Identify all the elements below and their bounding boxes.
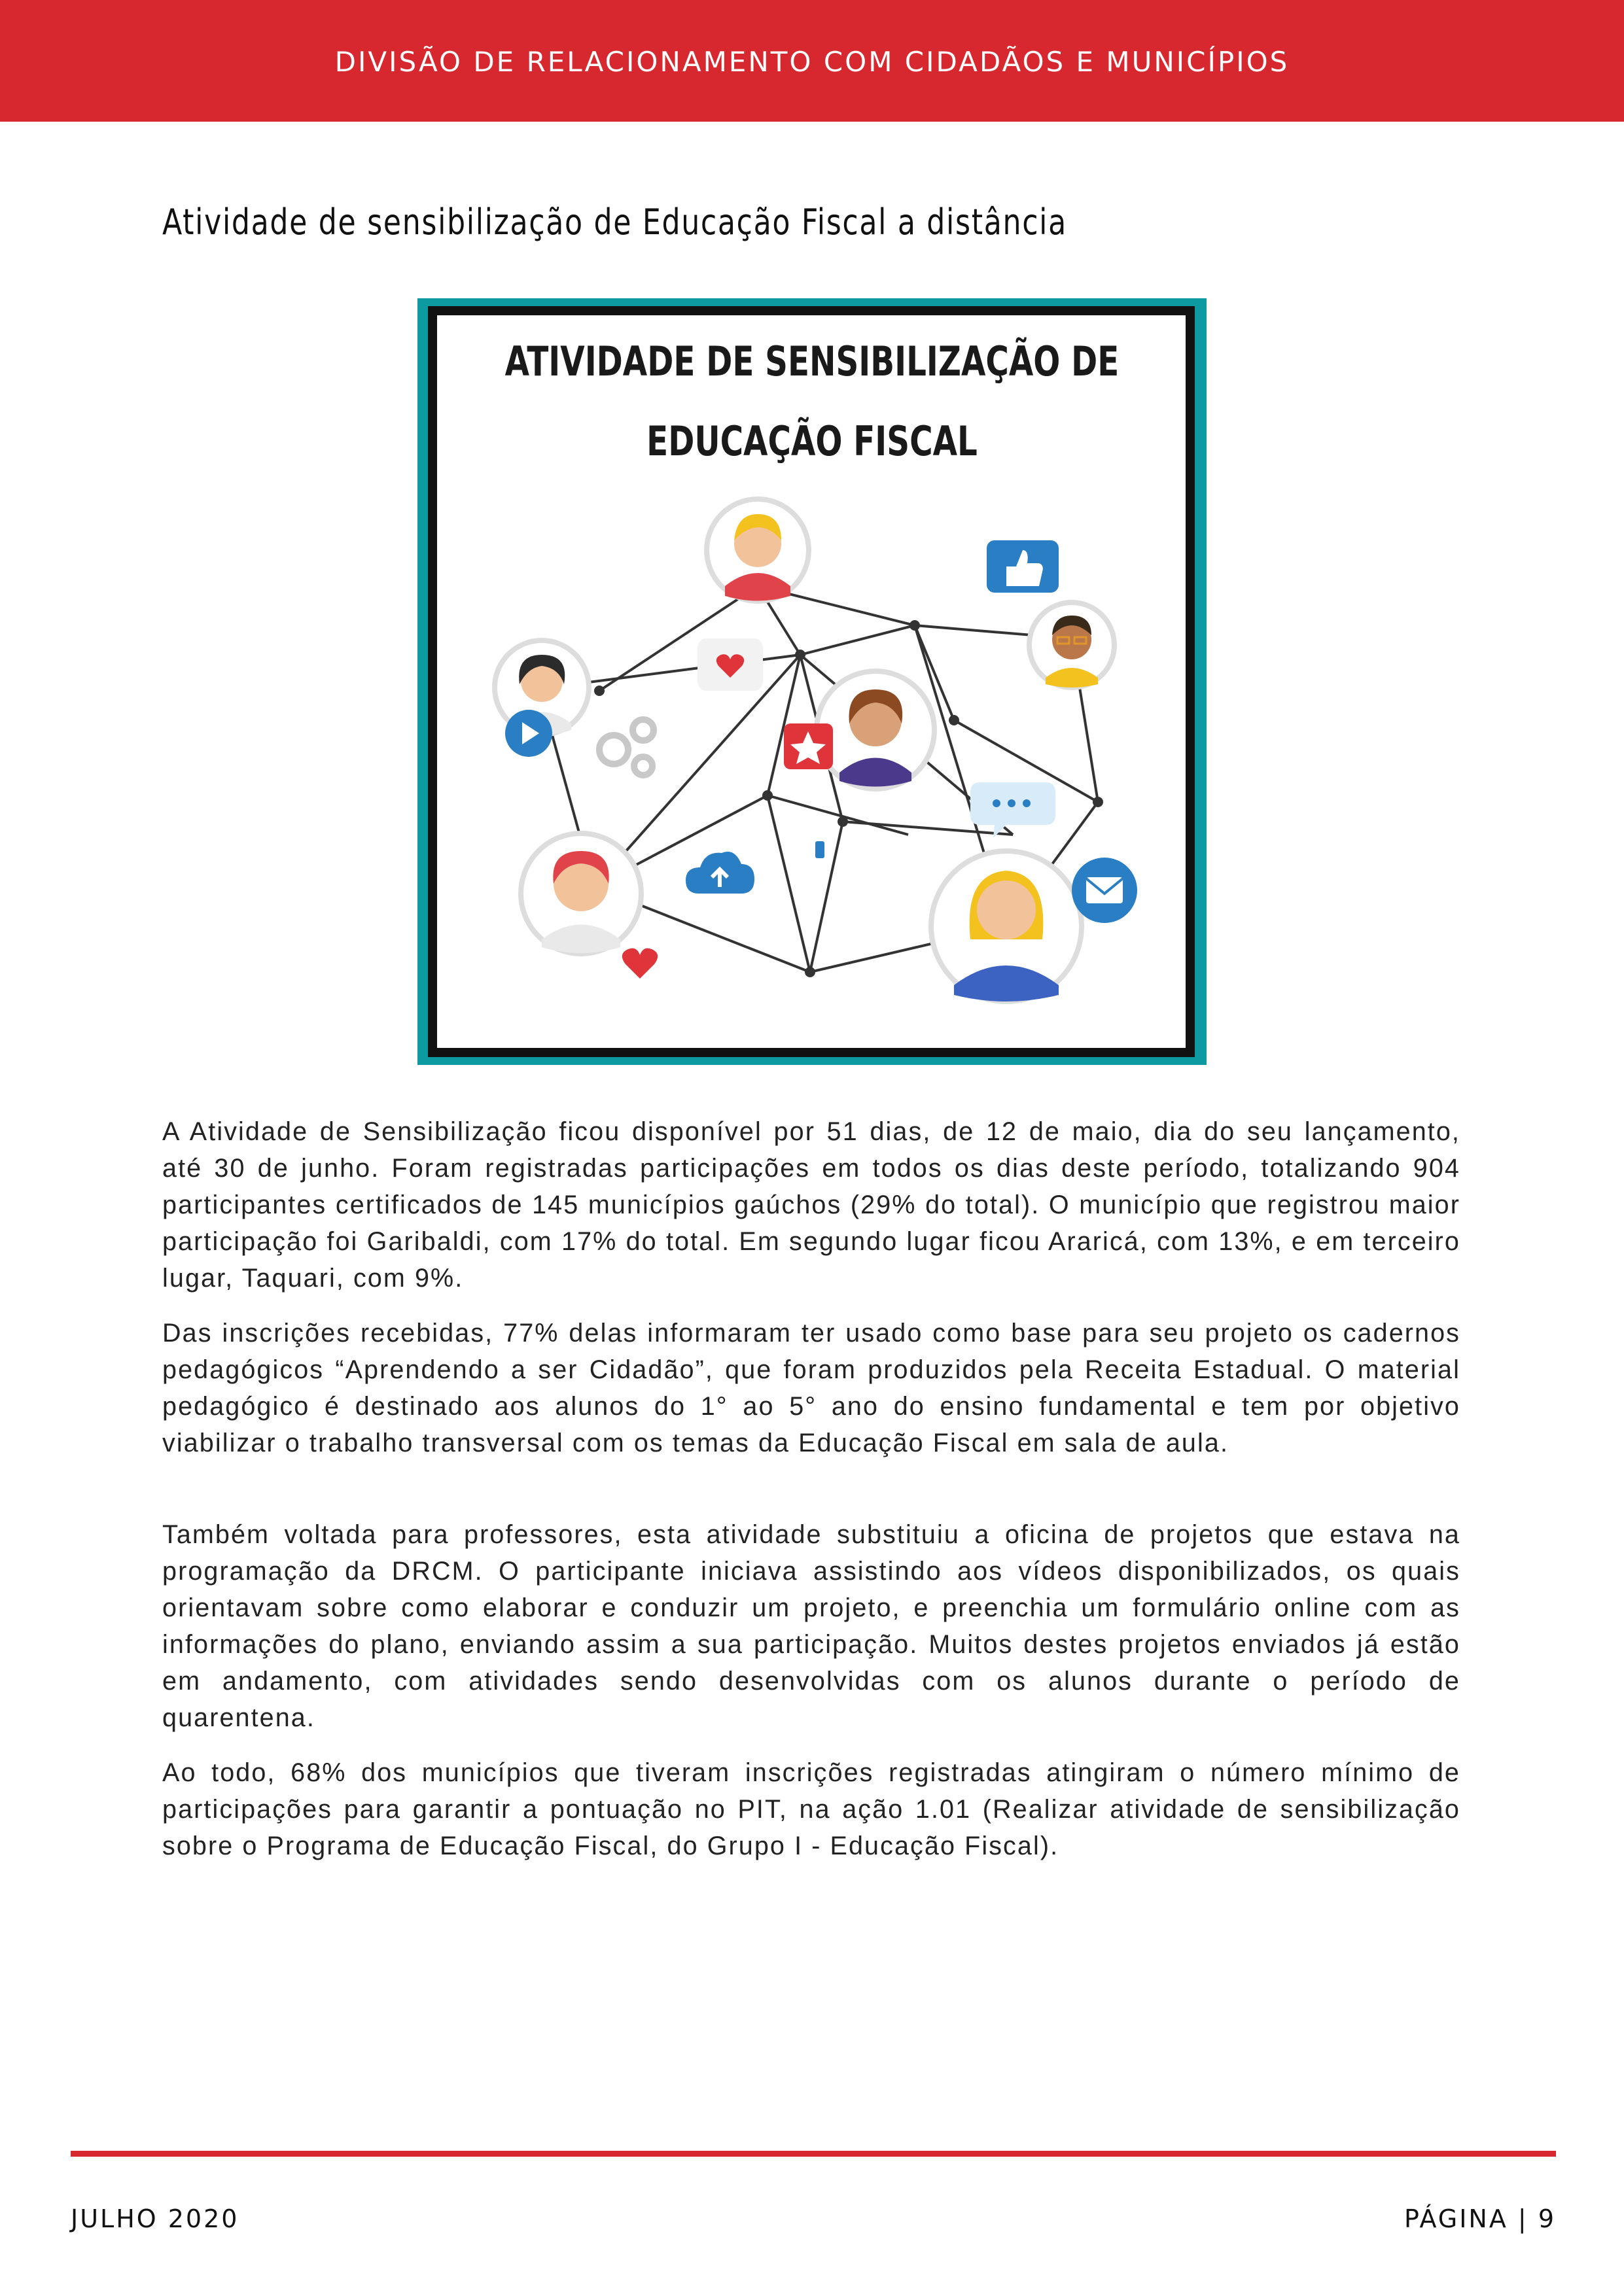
illustration-title-line1: ATIVIDADE DE SENSIBILIZAÇÃO DE [504, 338, 1120, 386]
body-paragraph-1: A Atividade de Sensibilização ficou disponível por 51 dias, de 12 de maio, dia do seu lançamento, até 30 de junho. Foram registradas participações em todos os dias deste período, totalizando 904 participantes certificados de 145 municípios gaúchos (29% do total). O município que registrou maior participação foi Garibaldi, com 17% do total. Em segundo lugar ficou Araricá, com 13%, e em terceiro lugar, Taquari, com 9%. [162, 1117, 1460, 1293]
illustration-title-line2: EDUCAÇÃO FISCAL [646, 418, 978, 466]
thumbs-up-icon [987, 540, 1059, 593]
body-paragraph-4: Ao todo, 68% dos municípios que tiveram inscrições registradas atingiram o número mínimo de participações para garantir a pontuação no PIT, na ação 1.01 (Realizar atividade de sensibilização sobre o Programa de Educação Fiscal, do Grupo I - Educação Fiscal). [162, 1758, 1460, 1860]
section-title: Atividade de sensibilização de Educação Fiscal a distância [162, 201, 1067, 243]
phone-icon [815, 841, 824, 858]
body-paragraph-2: Das inscrições recebidas, 77% delas informaram ter usado como base para seu projeto os cadernos pedagógicos “Aprendendo a ser Cidadão”, que foram produzidos pela Receita Estadual. O material pedagógico é destinado aos alunos do 1° ao 5° ano do ensino fundamental e tem por objetivo viabilizar o trabalho transversal com os temas da Educação Fiscal em sala de aula. [162, 1319, 1460, 1457]
person-bottom-right-blonde-icon [931, 851, 1082, 1001]
person-right-glasses-icon [1029, 602, 1114, 687]
header-bar [0, 0, 1624, 122]
footer-date: JULHO 2020 [71, 2204, 239, 2233]
person-center-icon [817, 671, 934, 789]
star-icon [784, 723, 833, 769]
person-bottom-left-icon [521, 833, 641, 954]
person-top-icon [707, 499, 809, 601]
play-icon [505, 710, 552, 757]
body-paragraph-3: Também voltada para professores, esta atividade substituiu a oficina de projetos que estava na programação da DRCM. O participante iniciava assistindo aos vídeos disponibilizados, os quais orientavam sobre como elaborar e conduzir um projeto, e preenchia um formulário online com as informações do plano, enviando assim a sua participação. Muitos destes projetos enviados já estão em andamento, com atividades sendo desenvolvidas com os alunos durante o período de quarentena. [162, 1520, 1460, 1732]
footer-divider [71, 2151, 1556, 2157]
mail-icon [1072, 858, 1137, 923]
heart-icon-top [697, 638, 763, 691]
footer-page-number: PÁGINA | 9 [1403, 2204, 1556, 2233]
illustration [417, 298, 1207, 1065]
header-title: DIVISÃO DE RELACIONAMENTO COM CIDADÃOS E MUNICÍPIOS [334, 45, 1290, 78]
